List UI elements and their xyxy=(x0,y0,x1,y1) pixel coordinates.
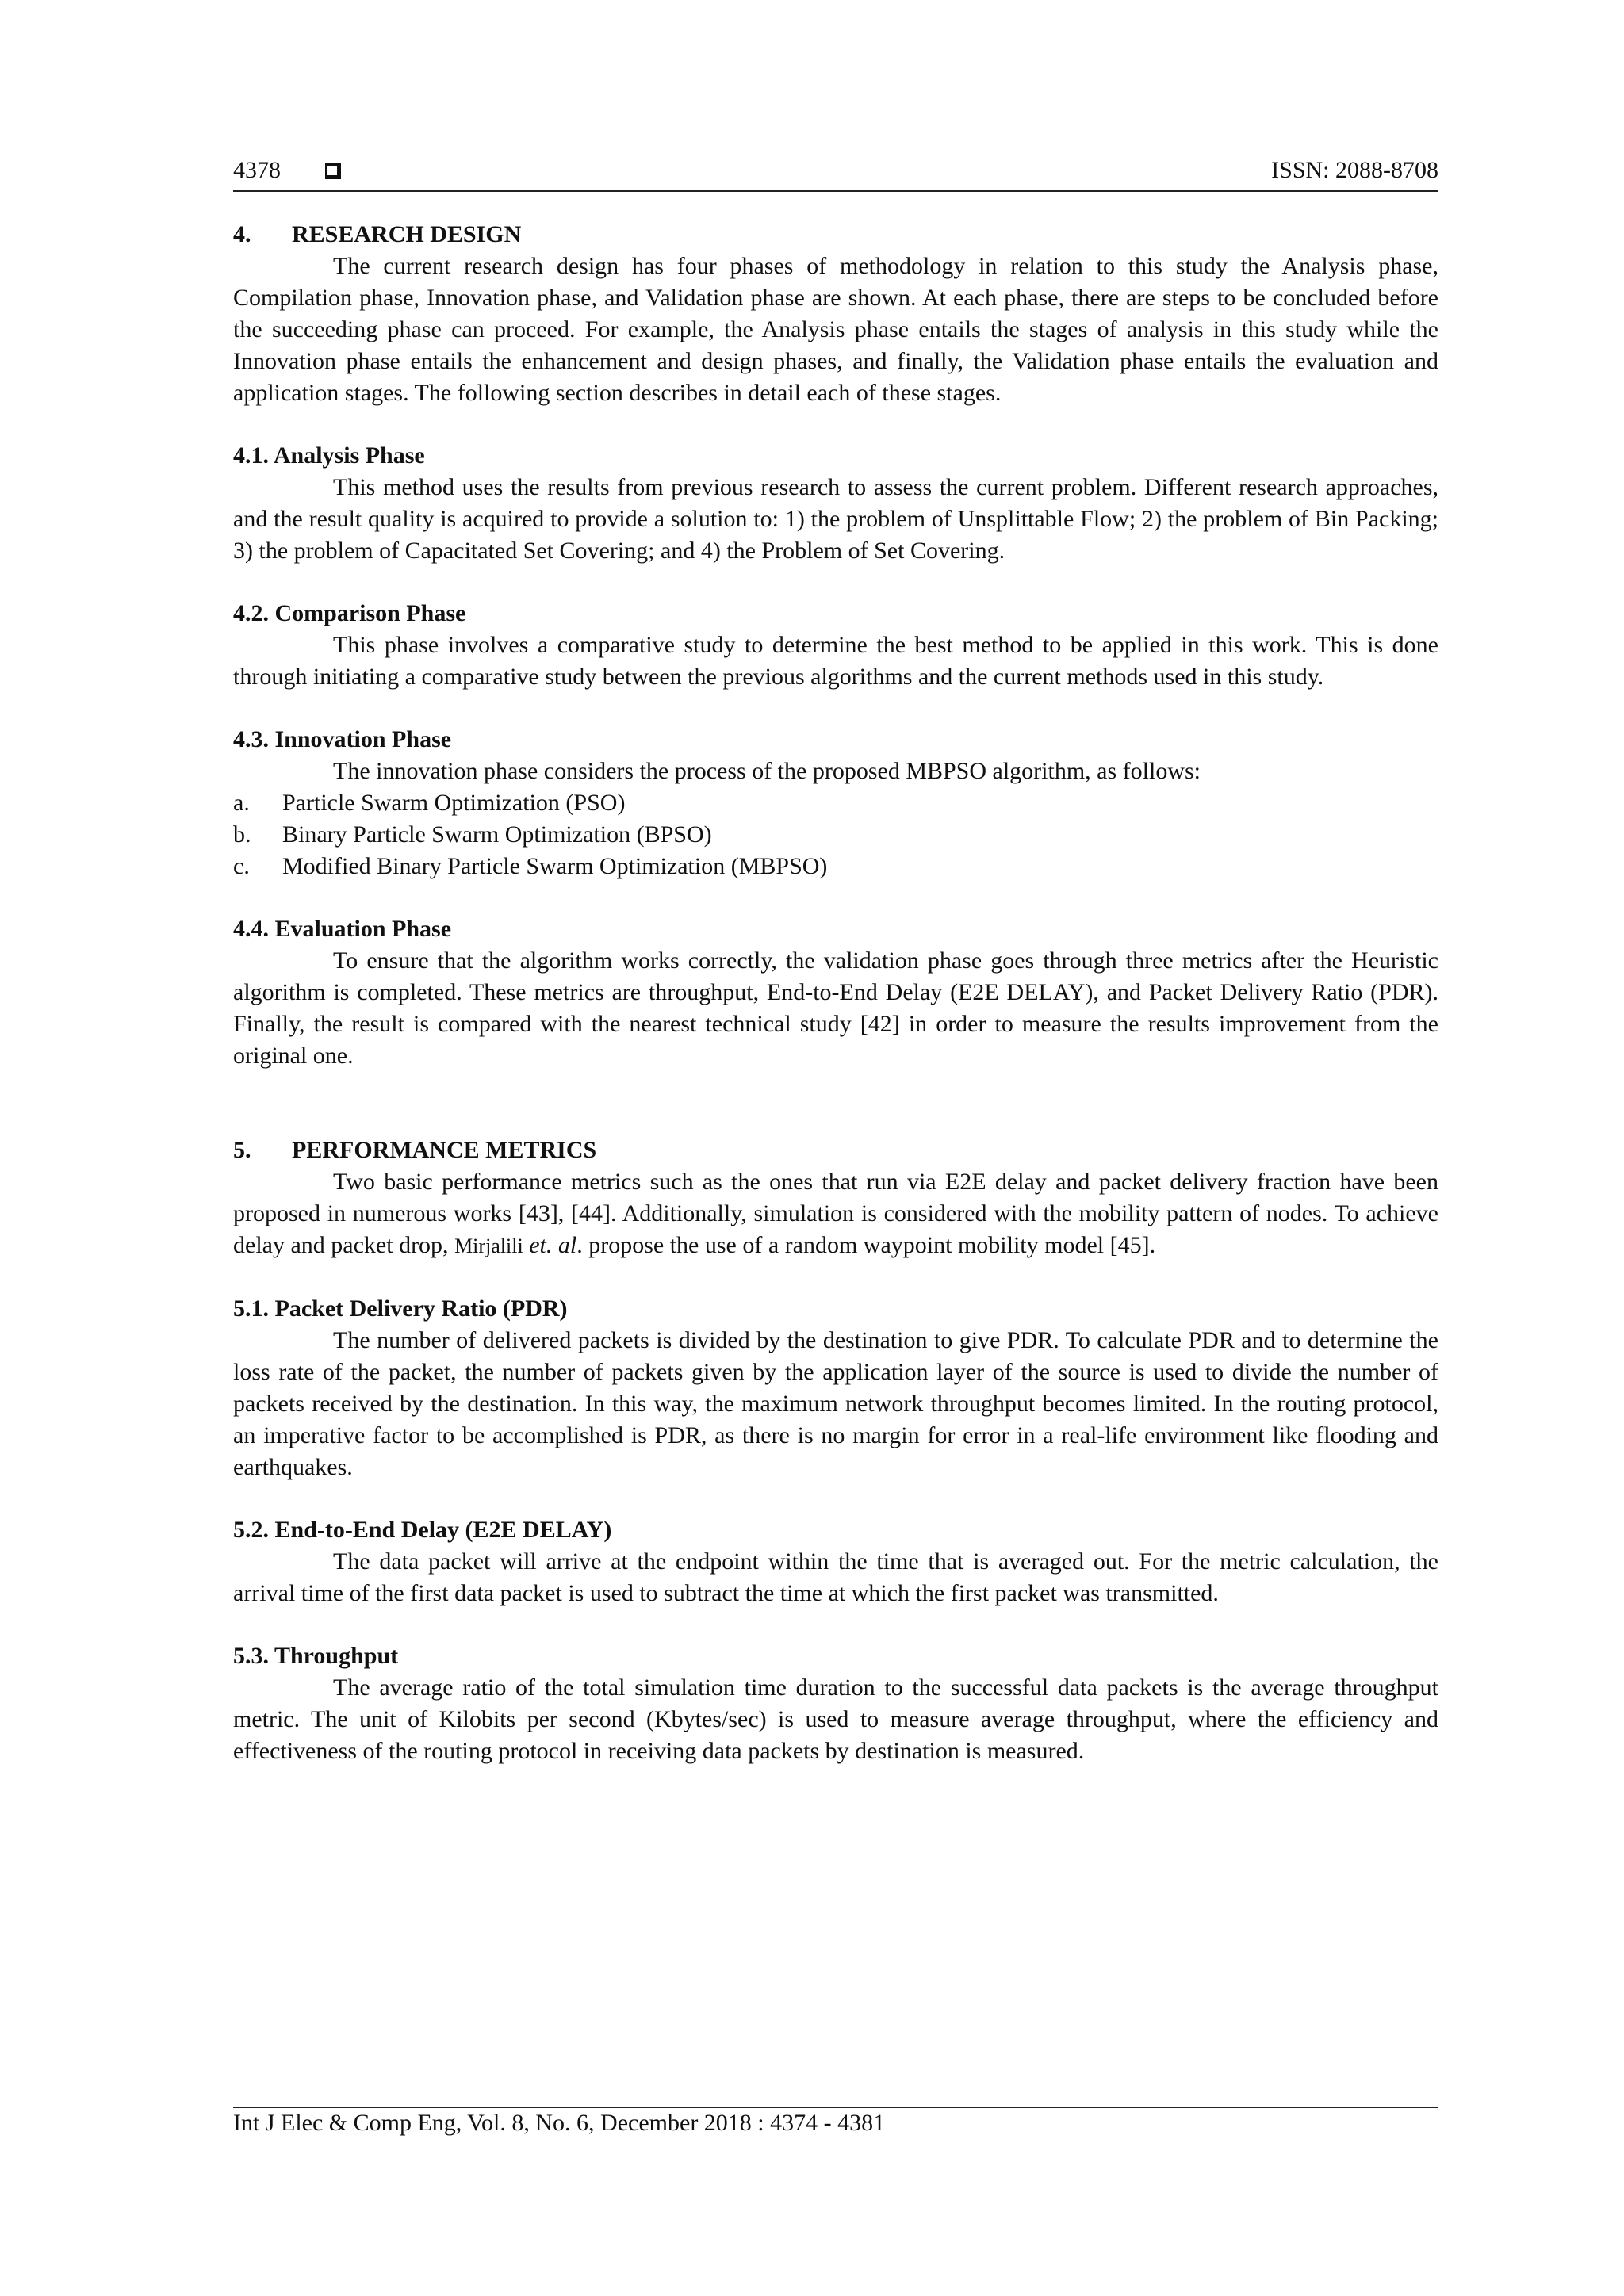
subsection-5-2-heading: 5.2. End-to-End Delay (E2E DELAY) xyxy=(233,1517,612,1543)
subsection-4-4-paragraph: To ensure that the algorithm works correctly, the validation phase goes through three metrics after the Heuristic algorithm is completed. These metrics are throughput, End-to-End Delay (E2E DELAY), and Packet Delivery Ratio (PDR). Finally, the result is compared with the nearest technical study [42] in order to measure the results improvement from the original one. xyxy=(233,947,1438,1069)
subsection-5-1-paragraph: The number of delivered packets is divided by the destination to give PDR. To calculate PDR and to determine the loss rate of the packet, the number of packets given by the application layer of the source is used to divide the number of packets received by the destination. In this way, the maximum network throughput becomes limited. In the routing protocol, an imperative factor to be accomplished is PDR, as there is no margin for error in a real-life environment like flooding and earthquakes. xyxy=(233,1327,1438,1480)
subsection-4-2-heading: 4.2. Comparison Phase xyxy=(233,600,466,626)
list-item xyxy=(233,819,1438,851)
page-number: 4378 xyxy=(233,157,281,183)
list-item-text: Binary Particle Swarm Optimization (BPSO) xyxy=(282,821,712,848)
subsection-4-3-paragraph: The innovation phase considers the process of the proposed MBPSO algorithm, as follows: xyxy=(333,758,1201,784)
list-item xyxy=(233,851,1438,882)
list-item-text: Modified Binary Particle Swarm Optimization (MBPSO) xyxy=(282,853,828,879)
paragraph-text: Two basic performance metrics such as the ones that run via E2E delay and packet delivery fraction have been proposed in numerous works [43], [44]. Additionally, simulation is considered with the mobility pattern of nodes. To achieve delay and packet drop, xyxy=(233,1169,1438,1258)
section-title: RESEARCH DESIGN xyxy=(292,221,522,247)
issn-label: ISSN: 2088-8708 xyxy=(1271,157,1438,183)
subsection-5-2-paragraph: The data packet will arrive at the endpoint within the time that is averaged out. For the metric calculation, the arrival time of the first data packet is used to subtract the time at which the first packet was transmitted. xyxy=(233,1548,1438,1606)
algorithm-list xyxy=(233,787,1438,882)
subsection-4-1-heading: 4.1. Analysis Phase xyxy=(233,442,425,469)
section-title: PERFORMANCE METRICS xyxy=(292,1137,597,1163)
section-5-paragraph xyxy=(233,1166,1438,1262)
section-4-heading xyxy=(233,219,1438,251)
et-al-text: et. al xyxy=(529,1232,577,1258)
author-name: Mirjalili xyxy=(454,1234,523,1257)
page-footer xyxy=(233,2107,1438,2137)
subsection-5-3-paragraph: The average ratio of the total simulation time duration to the successful data packets is the average throughput metric. The unit of Kilobits per second (Kbytes/sec) is used to measure average throughput, where the efficiency and effectiveness of the routing protocol in receiving data packets by destination is measured. xyxy=(233,1674,1438,1764)
section-number: 4. xyxy=(233,221,251,247)
list-marker: a. xyxy=(233,790,250,816)
section-4-paragraph: The current research design has four phases of methodology in relation to this study the Analysis phase, Compilation phase, Innovation phase, and Validation phase are shown. At each phase, there are steps to be concluded before the succeeding phase can proceed. For example, the Analysis phase entails the stages of analysis in this study while the Innovation phase entails the enhancement and design phases, and finally, the Validation phase entails the evaluation and application stages. The following section describes in detail each of these stages. xyxy=(233,253,1438,406)
list-item-text: Particle Swarm Optimization (PSO) xyxy=(282,790,626,816)
subsection-4-3-heading: 4.3. Innovation Phase xyxy=(233,726,452,752)
subsection-5-3-heading: 5.3. Throughput xyxy=(233,1643,399,1669)
list-marker: b. xyxy=(233,821,251,848)
list-item xyxy=(233,787,1438,819)
subsection-4-1-paragraph: This method uses the results from previous research to assess the current problem. Different research approaches, and the result quality is acquired to provide a solution to: 1) the problem of Unsplittable Flow; 2) the problem of Bin Packing; 3) the problem of Capacitated Set Covering; and 4) the Problem of Set Covering. xyxy=(233,474,1438,564)
subsection-4-2-paragraph: This phase involves a comparative study to determine the best method to be applied in this work. This is done through initiating a comparative study between the previous algorithms and the current methods used in this study. xyxy=(233,632,1438,690)
section-number: 5. xyxy=(233,1137,251,1163)
paragraph-text: . propose the use of a random waypoint mobility model [45]. xyxy=(576,1232,1156,1258)
article-body xyxy=(233,219,1438,1767)
list-marker: c. xyxy=(233,853,250,879)
section-5-heading xyxy=(233,1135,1438,1166)
subsection-5-1-heading: 5.1. Packet Delivery Ratio (PDR) xyxy=(233,1295,568,1322)
subsection-4-4-heading: 4.4. Evaluation Phase xyxy=(233,916,452,942)
journal-citation: Int J Elec & Comp Eng, Vol. 8, No. 6, December 2018 : 4374 - 4381 xyxy=(233,2110,886,2136)
square-bullet-icon xyxy=(325,163,341,179)
page-header xyxy=(233,155,1438,192)
